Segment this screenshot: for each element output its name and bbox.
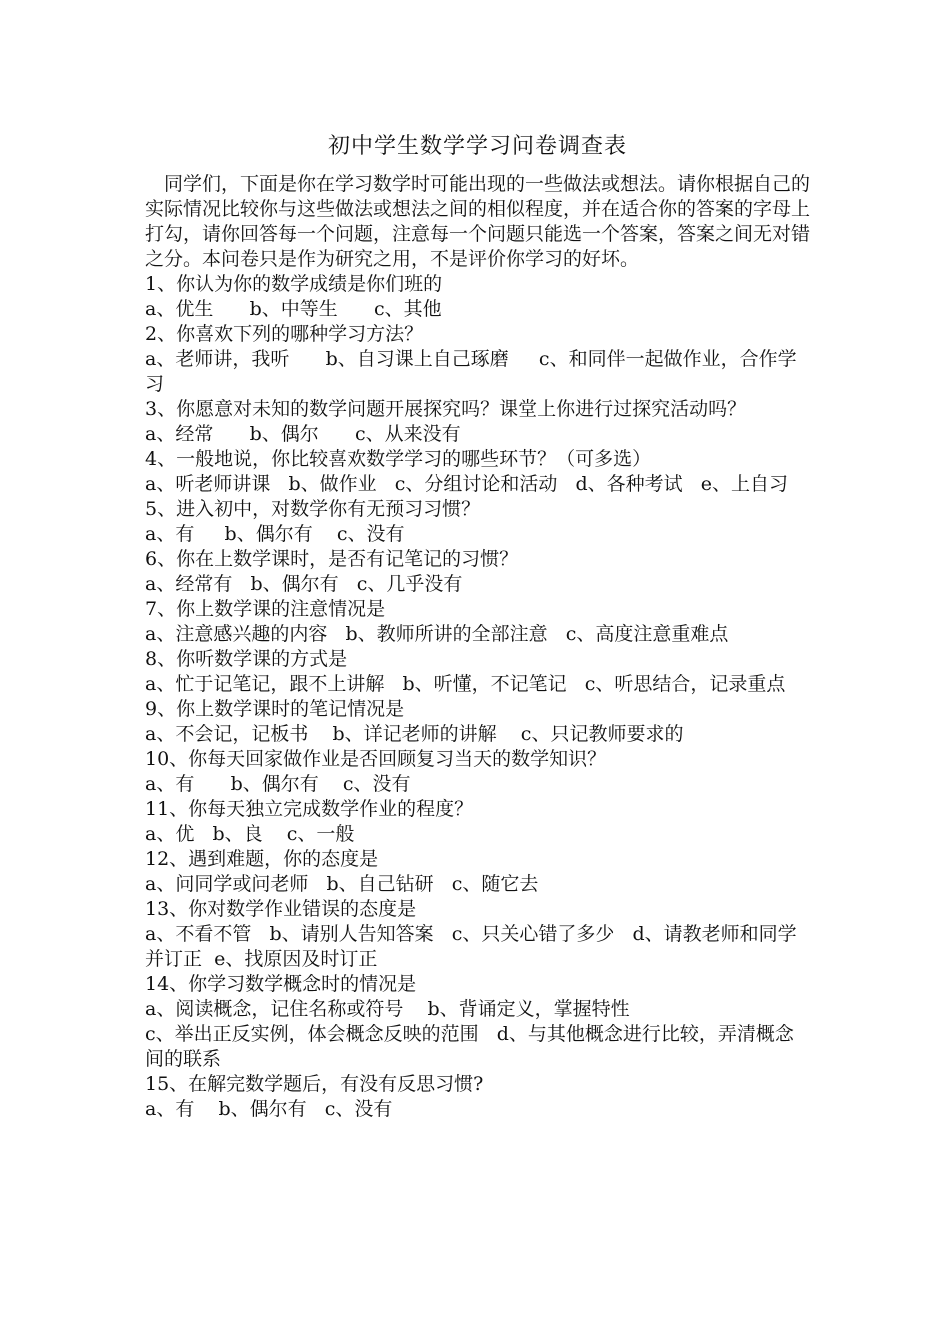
document-title: 初中学生数学学习问卷调查表 xyxy=(327,134,627,159)
answer-options-2: a、老师讲，我听 b、自习课上自己琢磨 c、和同伴一起做作业，合作学习 xyxy=(145,348,797,395)
question-1: 1、你认为你的数学成绩是你们班的 xyxy=(145,273,443,295)
question-13: 13、你对数学作业错误的态度是 xyxy=(145,898,417,920)
question-7: 7、你上数学课的注意情况是 xyxy=(145,598,386,620)
answer-options-14-part-2: c、举出正反实例，体会概念反映的范围 d、与其他概念进行比较，弄清概念间的联系 xyxy=(145,1023,794,1070)
questionnaire-page xyxy=(145,130,810,1122)
question-6: 6、你在上数学课时，是否有记笔记的习惯？ xyxy=(145,548,519,570)
answer-options-9: a、不会记，记板书 b、详记老师的讲解 c、只记教师要求的 xyxy=(145,723,684,745)
question-9: 9、你上数学课时的笔记情况是 xyxy=(145,698,405,720)
answer-options-10: a、有 b、偶尔有 c、没有 xyxy=(145,773,411,795)
question-2: 2、你喜欢下列的哪种学习方法？ xyxy=(145,323,424,345)
answer-options-6: a、经常有 b、偶尔有 c、几乎没有 xyxy=(145,573,463,595)
answer-options-4: a、听老师讲课 b、做作业 c、分组讨论和活动 d、各种考试 e、上自习 xyxy=(145,473,789,495)
question-15: 15、在解完数学题后，有没有反思习惯? xyxy=(145,1073,484,1095)
question-8: 8、你听数学课的方式是 xyxy=(145,648,348,670)
question-4: 4、一般地说，你比较喜欢数学学习的哪些环节？（可多选） xyxy=(145,448,652,470)
answer-options-3: a、经常 b、偶尔 c、从来没有 xyxy=(145,423,461,445)
question-10: 10、你每天回家做作业是否回顾复习当天的数学知识？ xyxy=(145,748,607,770)
answer-options-15: a、有 b、偶尔有 c、没有 xyxy=(145,1098,393,1120)
question-3: 3、你愿意对未知的数学问题开展探究吗？课堂上你进行过探究活动吗？ xyxy=(145,398,747,420)
answer-options-8: a、忙于记笔记，跟不上讲解 b、听懂，不记笔记 c、听思结合，记录重点 xyxy=(145,673,786,695)
question-14: 14、你学习数学概念时的情况是 xyxy=(145,973,417,995)
answer-options-7: a、注意感兴趣的内容 b、教师所讲的全部注意 c、高度注意重难点 xyxy=(145,623,729,645)
question-12: 12、遇到难题，你的态度是 xyxy=(145,848,379,870)
question-11: 11、你每天独立完成数学作业的程度？ xyxy=(145,798,474,820)
answer-options-11: a、优 b、良 c、一般 xyxy=(145,823,355,845)
answer-options-5: a、有 b、偶尔有 c、没有 xyxy=(145,523,405,545)
intro-paragraph: 同学们，下面是你在学习数学时可能出现的一些做法或想法。请你根据自己的实际情况比较你与这些做法或想法之间的相似程度，并在适合你的答案的字母上打勾，请你回答每一个问题，注意每一个问题只能选一个答案，答案之间无对错之分。本问卷只是作为研究之用，不是评价你学习的好坏。 xyxy=(145,173,811,270)
answer-options-1: a、优生 b、中等生 c、其他 xyxy=(145,298,442,320)
answer-options-14-part-1: a、阅读概念，记住名称或符号 b、背诵定义，掌握特性 xyxy=(145,998,630,1020)
answer-options-13: a、不看不管 b、请别人告知答案 c、只关心错了多少 d、请教老师和同学并订正 e、找原因及时订正 xyxy=(145,923,797,970)
answer-options-12: a、问同学或问老师 b、自己钻研 c、随它去 xyxy=(145,873,539,895)
question-5: 5、进入初中，对数学你有无预习习惯？ xyxy=(145,498,481,520)
question-list xyxy=(145,272,810,1122)
